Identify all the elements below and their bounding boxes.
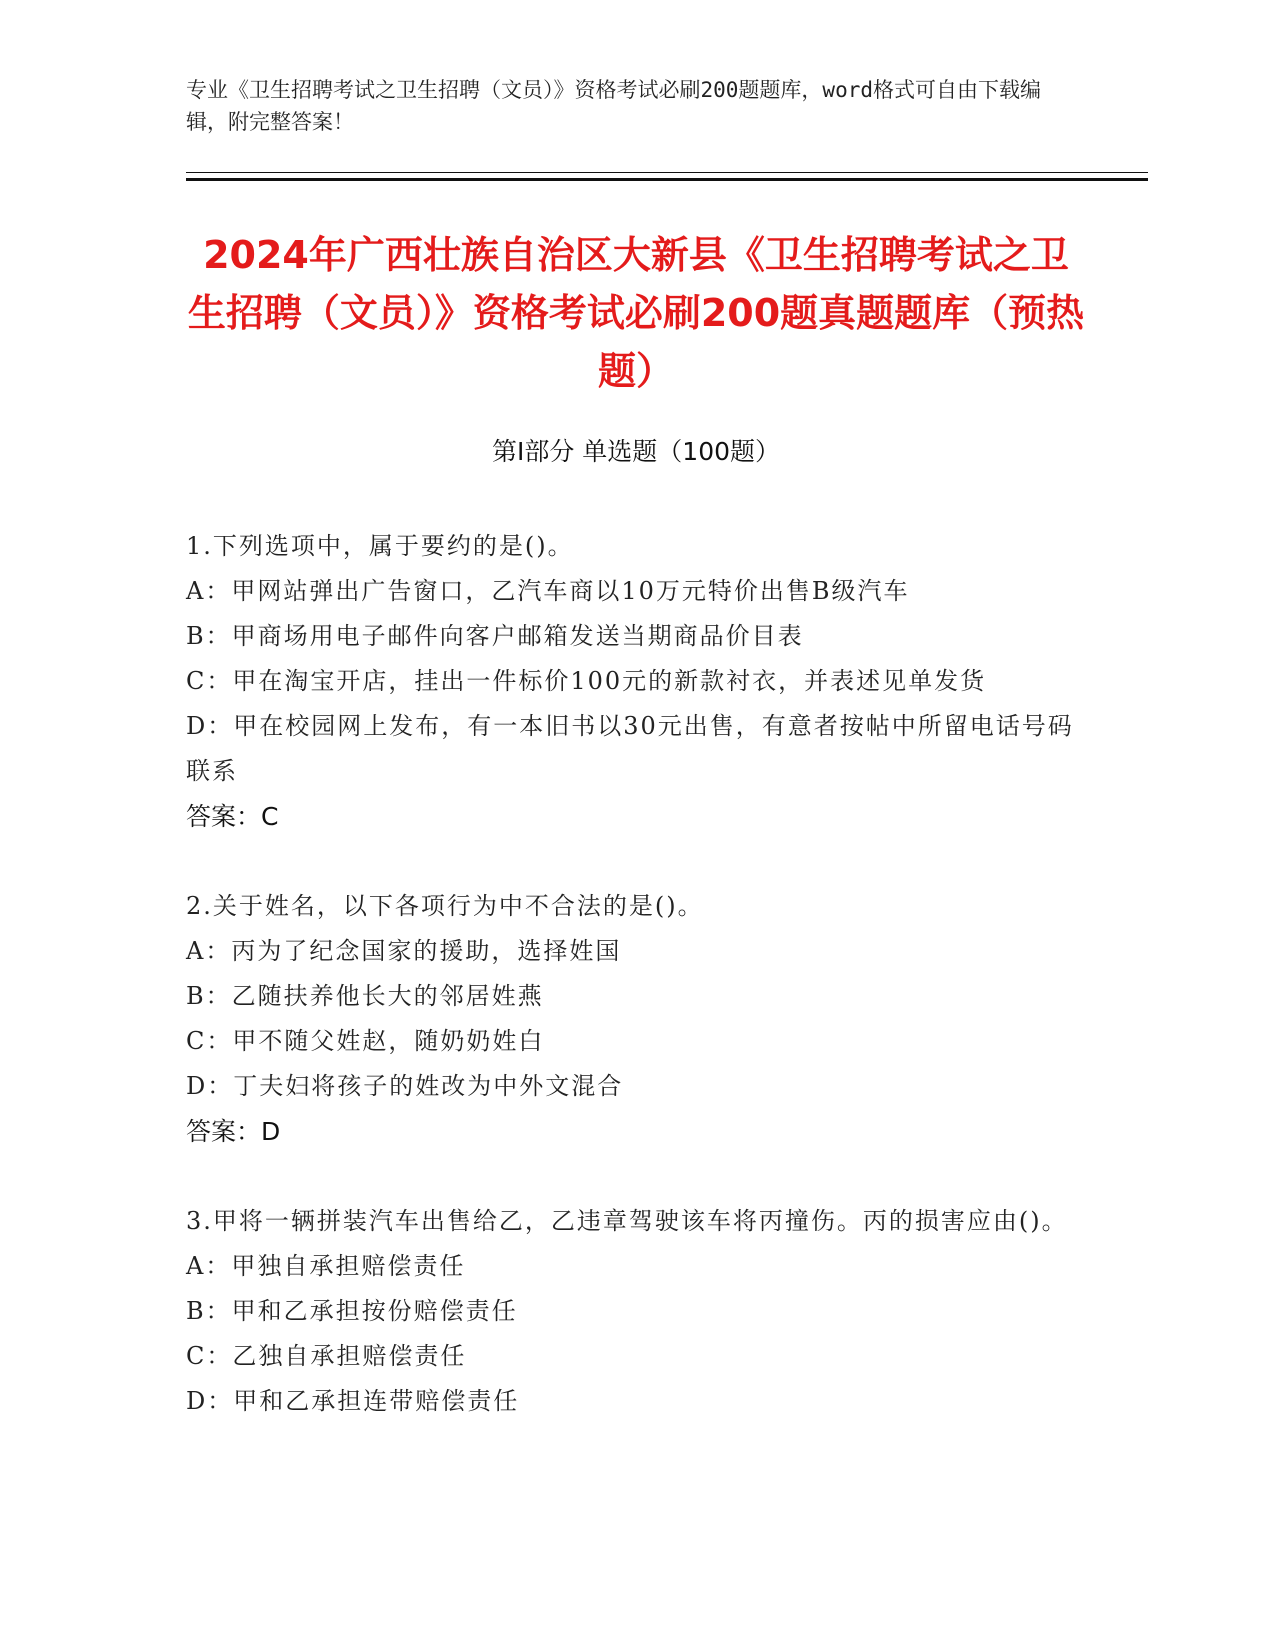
option-b: B：甲和乙承担按份赔偿责任 <box>186 1297 518 1325</box>
option-a: A：甲网站弹出广告窗口，乙汽车商以10万元特价出售B级汽车 <box>186 577 910 605</box>
question-stem: 1.下列选项中，属于要约的是()。 <box>186 532 574 560</box>
question-stem: 2.关于姓名，以下各项行为中不合法的是()。 <box>186 892 704 920</box>
header-note: 专业《卫生招聘考试之卫生招聘（文员）》资格考试必刷200题题库，word格式可自由下载编辑，附完整答案！ <box>186 78 1041 134</box>
option-a: A：丙为了纪念国家的援助，选择姓国 <box>186 937 622 965</box>
option-d: D：甲和乙承担连带赔偿责任 <box>186 1387 520 1415</box>
question-2 <box>186 884 1086 1154</box>
question-1 <box>186 524 1086 839</box>
question-3 <box>186 1199 1086 1424</box>
header-divider-thick <box>186 178 1148 181</box>
answer: 答案：D <box>186 1117 281 1146</box>
option-b: B：甲商场用电子邮件向客户邮箱发送当期商品价目表 <box>186 622 804 650</box>
option-a: A：甲独自承担赔偿责任 <box>186 1252 466 1280</box>
question-list <box>186 524 1086 1469</box>
section-heading: 第I部分 单选题（100题） <box>491 437 781 466</box>
option-c: C：甲不随父姓赵，随奶奶姓白 <box>186 1027 545 1055</box>
answer: 答案：C <box>186 802 279 831</box>
document-title: 2024年广西壮族自治区大新县《卫生招聘考试之卫生招聘（文员）》资格考试必刷200题真题题库（预热题） <box>187 233 1085 393</box>
option-c: C：甲在淘宝开店，挂出一件标价100元的新款衬衣，并表述见单发货 <box>186 667 987 695</box>
option-d: D：丁夫妇将孩子的姓改为中外文混合 <box>186 1072 624 1100</box>
option-b: B：乙随扶养他长大的邻居姓燕 <box>186 982 544 1010</box>
option-c: C：乙独自承担赔偿责任 <box>186 1342 467 1370</box>
header-divider-thin <box>186 172 1148 173</box>
question-stem: 3.甲将一辆拼装汽车出售给乙，乙违章驾驶该车将丙撞伤。丙的损害应由()。 <box>186 1207 1068 1235</box>
option-d: D：甲在校园网上发布，有一本旧书以30元出售，有意者按帖中所留电话号码联系 <box>186 712 1074 785</box>
